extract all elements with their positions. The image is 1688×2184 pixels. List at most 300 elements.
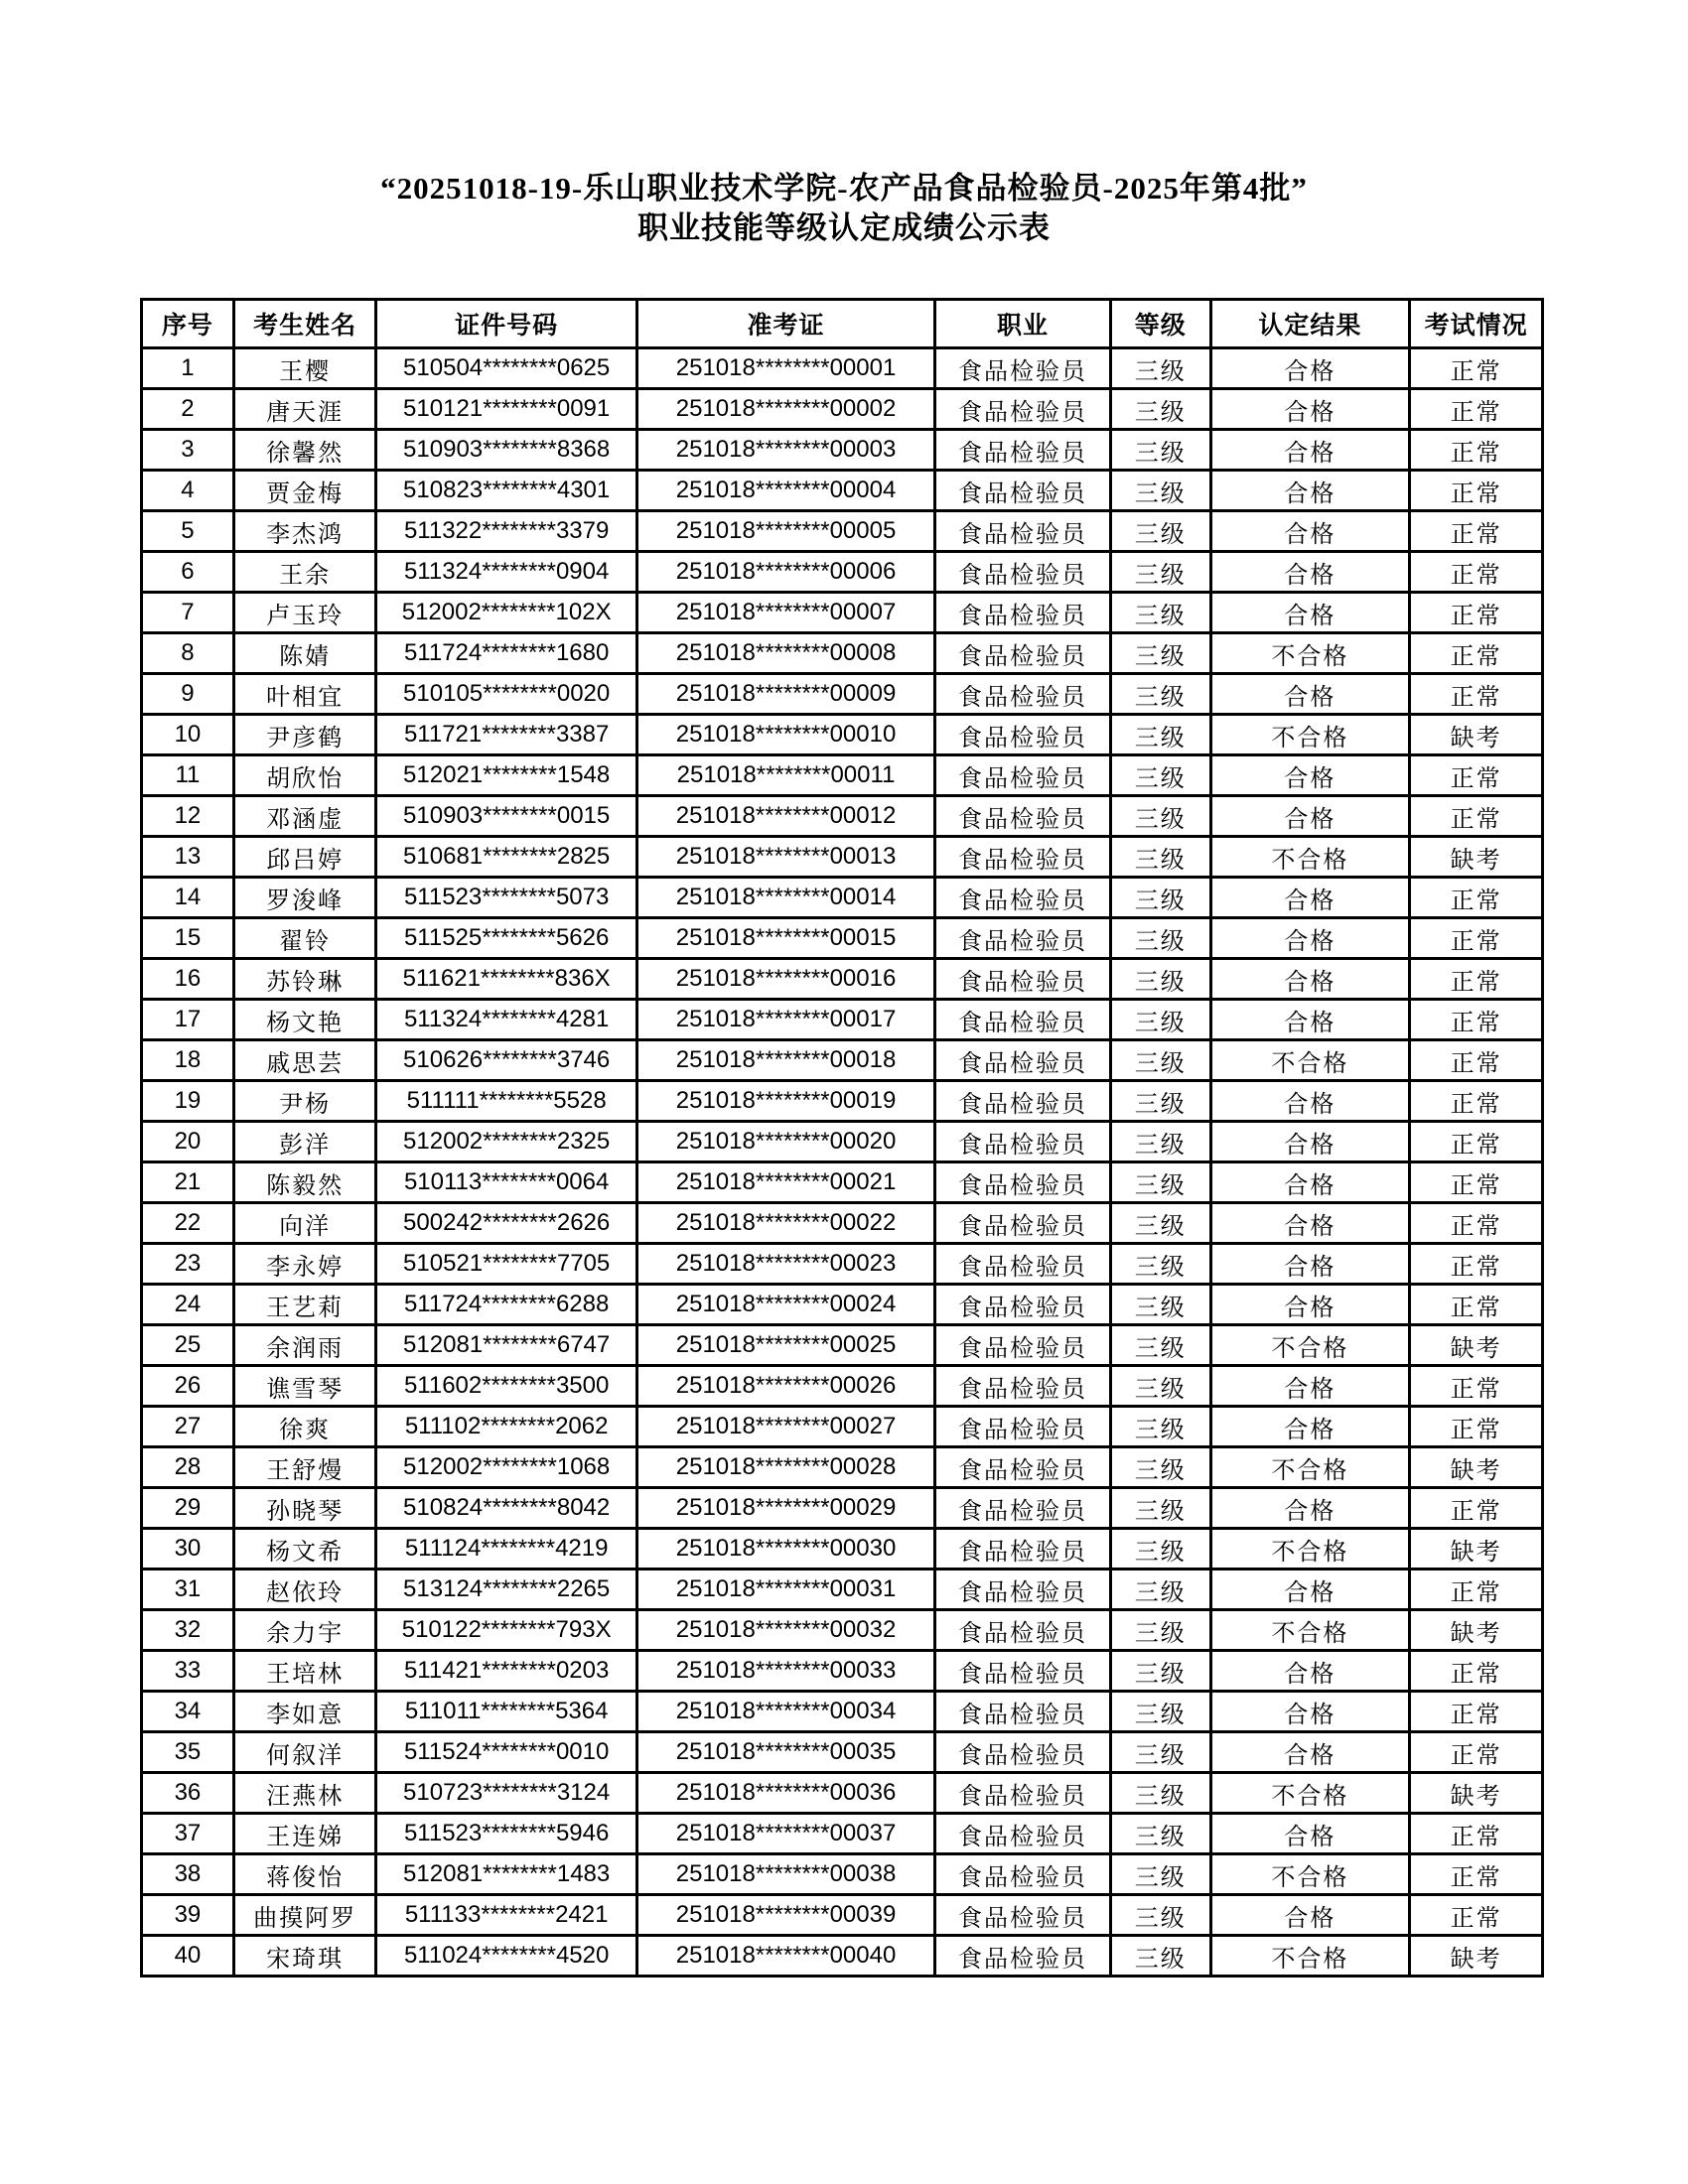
cell-status: 正常 bbox=[1410, 1570, 1543, 1610]
cell-level: 三级 bbox=[1110, 593, 1210, 633]
cell-result: 不合格 bbox=[1210, 1040, 1410, 1081]
cell-job: 食品检验员 bbox=[935, 1081, 1111, 1122]
cell-status: 正常 bbox=[1410, 755, 1543, 796]
table-row bbox=[142, 430, 1543, 471]
cell-result: 不合格 bbox=[1210, 1773, 1410, 1814]
cell-status: 正常 bbox=[1410, 633, 1543, 674]
cell-id: 511011********5364 bbox=[376, 1692, 636, 1732]
cell-level: 三级 bbox=[1110, 1162, 1210, 1203]
cell-result: 合格 bbox=[1210, 796, 1410, 837]
cell-job: 食品检验员 bbox=[935, 1407, 1111, 1447]
cell-job: 食品检验员 bbox=[935, 837, 1111, 878]
cell-ticket: 251018********00032 bbox=[636, 1610, 934, 1651]
cell-no: 25 bbox=[142, 1325, 234, 1366]
cell-name: 徐爽 bbox=[233, 1407, 376, 1447]
cell-id: 511322********3379 bbox=[376, 511, 636, 552]
document-title-line2: 职业技能等级认定成绩公示表 bbox=[637, 210, 1051, 245]
cell-ticket: 251018********00009 bbox=[636, 674, 934, 715]
cell-job: 食品检验员 bbox=[935, 1162, 1111, 1203]
cell-status: 正常 bbox=[1410, 348, 1543, 389]
cell-ticket: 251018********00019 bbox=[636, 1081, 934, 1122]
cell-name: 陈毅然 bbox=[233, 1162, 376, 1203]
cell-result: 不合格 bbox=[1210, 633, 1410, 674]
cell-level: 三级 bbox=[1110, 430, 1210, 471]
table-row bbox=[142, 1488, 1543, 1529]
cell-result: 合格 bbox=[1210, 1651, 1410, 1692]
table-row bbox=[142, 1854, 1543, 1895]
cell-name: 李杰鸿 bbox=[233, 511, 376, 552]
cell-ticket: 251018********00036 bbox=[636, 1773, 934, 1814]
cell-id: 511525********5626 bbox=[376, 918, 636, 959]
cell-level: 三级 bbox=[1110, 837, 1210, 878]
cell-job: 食品检验员 bbox=[935, 389, 1111, 430]
cell-ticket: 251018********00018 bbox=[636, 1040, 934, 1081]
cell-job: 食品检验员 bbox=[935, 1285, 1111, 1325]
cell-ticket: 251018********00005 bbox=[636, 511, 934, 552]
cell-no: 32 bbox=[142, 1610, 234, 1651]
table-row bbox=[142, 1529, 1543, 1570]
cell-no: 7 bbox=[142, 593, 234, 633]
cell-level: 三级 bbox=[1110, 1285, 1210, 1325]
table-row bbox=[142, 1610, 1543, 1651]
cell-result: 合格 bbox=[1210, 1203, 1410, 1244]
cell-ticket: 251018********00020 bbox=[636, 1122, 934, 1162]
cell-level: 三级 bbox=[1110, 959, 1210, 1000]
table-row bbox=[142, 1325, 1543, 1366]
cell-no: 5 bbox=[142, 511, 234, 552]
cell-job: 食品检验员 bbox=[935, 1488, 1111, 1529]
cell-result: 合格 bbox=[1210, 674, 1410, 715]
cell-status: 正常 bbox=[1410, 918, 1543, 959]
cell-name: 赵依玲 bbox=[233, 1570, 376, 1610]
cell-id: 510521********7705 bbox=[376, 1244, 636, 1285]
cell-job: 食品检验员 bbox=[935, 1366, 1111, 1407]
cell-ticket: 251018********00028 bbox=[636, 1447, 934, 1488]
header-certification-result: 认定结果 bbox=[1210, 300, 1410, 348]
table-row bbox=[142, 1040, 1543, 1081]
cell-id: 510823********4301 bbox=[376, 471, 636, 511]
cell-level: 三级 bbox=[1110, 1325, 1210, 1366]
cell-id: 510122********793X bbox=[376, 1610, 636, 1651]
table-row bbox=[142, 1244, 1543, 1285]
cell-name: 王艺莉 bbox=[233, 1285, 376, 1325]
cell-result: 合格 bbox=[1210, 755, 1410, 796]
cell-level: 三级 bbox=[1110, 1854, 1210, 1895]
cell-result: 合格 bbox=[1210, 1122, 1410, 1162]
header-occupation: 职业 bbox=[935, 300, 1111, 348]
cell-id: 511324********0904 bbox=[376, 552, 636, 593]
cell-level: 三级 bbox=[1110, 1122, 1210, 1162]
table-row bbox=[142, 796, 1543, 837]
cell-name: 宋琦琪 bbox=[233, 1936, 376, 1977]
cell-no: 16 bbox=[142, 959, 234, 1000]
cell-level: 三级 bbox=[1110, 918, 1210, 959]
table-body bbox=[142, 348, 1543, 1977]
cell-ticket: 251018********00016 bbox=[636, 959, 934, 1000]
cell-id: 513124********2265 bbox=[376, 1570, 636, 1610]
table-row bbox=[142, 348, 1543, 389]
cell-name: 卢玉玲 bbox=[233, 593, 376, 633]
cell-status: 正常 bbox=[1410, 1651, 1543, 1692]
cell-result: 合格 bbox=[1210, 1000, 1410, 1040]
cell-status: 正常 bbox=[1410, 1366, 1543, 1407]
cell-name: 蒋俊怡 bbox=[233, 1854, 376, 1895]
table-row bbox=[142, 389, 1543, 430]
cell-ticket: 251018********00012 bbox=[636, 796, 934, 837]
cell-level: 三级 bbox=[1110, 878, 1210, 918]
cell-name: 王余 bbox=[233, 552, 376, 593]
cell-name: 苏铃琳 bbox=[233, 959, 376, 1000]
cell-ticket: 251018********00027 bbox=[636, 1407, 934, 1447]
header-id-number: 证件号码 bbox=[376, 300, 636, 348]
cell-no: 13 bbox=[142, 837, 234, 878]
cell-status: 缺考 bbox=[1410, 1447, 1543, 1488]
cell-level: 三级 bbox=[1110, 1732, 1210, 1773]
cell-level: 三级 bbox=[1110, 715, 1210, 755]
cell-status: 正常 bbox=[1410, 796, 1543, 837]
cell-no: 40 bbox=[142, 1936, 234, 1977]
cell-name: 王培林 bbox=[233, 1651, 376, 1692]
cell-level: 三级 bbox=[1110, 1081, 1210, 1122]
table-row bbox=[142, 1000, 1543, 1040]
cell-name: 罗浚峰 bbox=[233, 878, 376, 918]
cell-status: 正常 bbox=[1410, 674, 1543, 715]
cell-level: 三级 bbox=[1110, 1000, 1210, 1040]
cell-result: 不合格 bbox=[1210, 837, 1410, 878]
cell-job: 食品检验员 bbox=[935, 1570, 1111, 1610]
cell-ticket: 251018********00001 bbox=[636, 348, 934, 389]
cell-job: 食品检验员 bbox=[935, 1122, 1111, 1162]
cell-id: 510626********3746 bbox=[376, 1040, 636, 1081]
cell-status: 缺考 bbox=[1410, 1325, 1543, 1366]
cell-status: 正常 bbox=[1410, 511, 1543, 552]
cell-status: 正常 bbox=[1410, 389, 1543, 430]
cell-no: 39 bbox=[142, 1895, 234, 1936]
cell-id: 511724********6288 bbox=[376, 1285, 636, 1325]
table-row bbox=[142, 1936, 1543, 1977]
cell-no: 11 bbox=[142, 755, 234, 796]
table-row bbox=[142, 511, 1543, 552]
cell-job: 食品检验员 bbox=[935, 1854, 1111, 1895]
cell-result: 合格 bbox=[1210, 1895, 1410, 1936]
cell-result: 合格 bbox=[1210, 1081, 1410, 1122]
cell-status: 缺考 bbox=[1410, 715, 1543, 755]
cell-result: 合格 bbox=[1210, 348, 1410, 389]
cell-ticket: 251018********00007 bbox=[636, 593, 934, 633]
cell-no: 12 bbox=[142, 796, 234, 837]
cell-level: 三级 bbox=[1110, 633, 1210, 674]
cell-no: 29 bbox=[142, 1488, 234, 1529]
cell-no: 19 bbox=[142, 1081, 234, 1122]
cell-level: 三级 bbox=[1110, 1814, 1210, 1854]
table-row bbox=[142, 918, 1543, 959]
cell-ticket: 251018********00002 bbox=[636, 389, 934, 430]
cell-id: 512002********2325 bbox=[376, 1122, 636, 1162]
table-row bbox=[142, 552, 1543, 593]
cell-result: 合格 bbox=[1210, 430, 1410, 471]
table-row bbox=[142, 837, 1543, 878]
cell-status: 正常 bbox=[1410, 1407, 1543, 1447]
cell-level: 三级 bbox=[1110, 1773, 1210, 1814]
cell-name: 谯雪琴 bbox=[233, 1366, 376, 1407]
cell-ticket: 251018********00037 bbox=[636, 1814, 934, 1854]
cell-result: 合格 bbox=[1210, 1692, 1410, 1732]
cell-result: 不合格 bbox=[1210, 715, 1410, 755]
cell-level: 三级 bbox=[1110, 755, 1210, 796]
table-row bbox=[142, 1081, 1543, 1122]
cell-no: 17 bbox=[142, 1000, 234, 1040]
cell-level: 三级 bbox=[1110, 1244, 1210, 1285]
cell-id: 512081********1483 bbox=[376, 1854, 636, 1895]
cell-name: 王樱 bbox=[233, 348, 376, 389]
cell-ticket: 251018********00021 bbox=[636, 1162, 934, 1203]
cell-ticket: 251018********00026 bbox=[636, 1366, 934, 1407]
cell-name: 唐天涯 bbox=[233, 389, 376, 430]
cell-no: 20 bbox=[142, 1122, 234, 1162]
cell-no: 6 bbox=[142, 552, 234, 593]
cell-result: 合格 bbox=[1210, 552, 1410, 593]
table-row bbox=[142, 878, 1543, 918]
cell-job: 食品检验员 bbox=[935, 1692, 1111, 1732]
cell-id: 511133********2421 bbox=[376, 1895, 636, 1936]
cell-id: 510903********8368 bbox=[376, 430, 636, 471]
cell-result: 合格 bbox=[1210, 1244, 1410, 1285]
cell-id: 511523********5946 bbox=[376, 1814, 636, 1854]
header-level: 等级 bbox=[1110, 300, 1210, 348]
cell-no: 22 bbox=[142, 1203, 234, 1244]
table-row bbox=[142, 715, 1543, 755]
cell-job: 食品检验员 bbox=[935, 471, 1111, 511]
cell-id: 510824********8042 bbox=[376, 1488, 636, 1529]
cell-id: 511602********3500 bbox=[376, 1366, 636, 1407]
cell-id: 511721********3387 bbox=[376, 715, 636, 755]
cell-job: 食品检验员 bbox=[935, 715, 1111, 755]
cell-name: 余润雨 bbox=[233, 1325, 376, 1366]
cell-level: 三级 bbox=[1110, 1366, 1210, 1407]
cell-ticket: 251018********00025 bbox=[636, 1325, 934, 1366]
header-exam-status: 考试情况 bbox=[1410, 300, 1543, 348]
table-row bbox=[142, 1203, 1543, 1244]
cell-ticket: 251018********00004 bbox=[636, 471, 934, 511]
cell-id: 510121********0091 bbox=[376, 389, 636, 430]
cell-no: 33 bbox=[142, 1651, 234, 1692]
cell-name: 尹杨 bbox=[233, 1081, 376, 1122]
cell-job: 食品检验员 bbox=[935, 1447, 1111, 1488]
cell-name: 叶相宜 bbox=[233, 674, 376, 715]
cell-result: 合格 bbox=[1210, 1162, 1410, 1203]
cell-status: 正常 bbox=[1410, 1285, 1543, 1325]
cell-job: 食品检验员 bbox=[935, 511, 1111, 552]
table-row bbox=[142, 1447, 1543, 1488]
cell-job: 食品检验员 bbox=[935, 674, 1111, 715]
cell-name: 徐馨然 bbox=[233, 430, 376, 471]
cell-job: 食品检验员 bbox=[935, 1814, 1111, 1854]
table-row bbox=[142, 1285, 1543, 1325]
header-candidate-name: 考生姓名 bbox=[233, 300, 376, 348]
cell-result: 合格 bbox=[1210, 878, 1410, 918]
cell-result: 不合格 bbox=[1210, 1325, 1410, 1366]
cell-id: 511524********0010 bbox=[376, 1732, 636, 1773]
cell-ticket: 251018********00015 bbox=[636, 918, 934, 959]
cell-name: 戚思芸 bbox=[233, 1040, 376, 1081]
cell-name: 向洋 bbox=[233, 1203, 376, 1244]
cell-name: 杨文艳 bbox=[233, 1000, 376, 1040]
cell-ticket: 251018********00038 bbox=[636, 1854, 934, 1895]
cell-no: 36 bbox=[142, 1773, 234, 1814]
cell-id: 512081********6747 bbox=[376, 1325, 636, 1366]
cell-no: 4 bbox=[142, 471, 234, 511]
table-row bbox=[142, 674, 1543, 715]
cell-no: 38 bbox=[142, 1854, 234, 1895]
cell-id: 511421********0203 bbox=[376, 1651, 636, 1692]
cell-job: 食品检验员 bbox=[935, 1773, 1111, 1814]
cell-no: 26 bbox=[142, 1366, 234, 1407]
cell-status: 正常 bbox=[1410, 1854, 1543, 1895]
cell-result: 合格 bbox=[1210, 1285, 1410, 1325]
cell-status: 正常 bbox=[1410, 1122, 1543, 1162]
cell-status: 正常 bbox=[1410, 1081, 1543, 1122]
cell-no: 21 bbox=[142, 1162, 234, 1203]
cell-id: 511621********836X bbox=[376, 959, 636, 1000]
cell-result: 不合格 bbox=[1210, 1610, 1410, 1651]
cell-result: 不合格 bbox=[1210, 1447, 1410, 1488]
table-header-row bbox=[142, 300, 1543, 348]
cell-status: 正常 bbox=[1410, 552, 1543, 593]
cell-ticket: 251018********00022 bbox=[636, 1203, 934, 1244]
cell-job: 食品检验员 bbox=[935, 430, 1111, 471]
cell-no: 31 bbox=[142, 1570, 234, 1610]
cell-job: 食品检验员 bbox=[935, 1203, 1111, 1244]
cell-name: 杨文希 bbox=[233, 1529, 376, 1570]
cell-result: 合格 bbox=[1210, 471, 1410, 511]
cell-job: 食品检验员 bbox=[935, 1244, 1111, 1285]
cell-id: 511724********1680 bbox=[376, 633, 636, 674]
cell-no: 2 bbox=[142, 389, 234, 430]
cell-id: 510903********0015 bbox=[376, 796, 636, 837]
table-row bbox=[142, 1122, 1543, 1162]
cell-result: 合格 bbox=[1210, 389, 1410, 430]
cell-id: 511523********5073 bbox=[376, 878, 636, 918]
cell-name: 彭洋 bbox=[233, 1122, 376, 1162]
table-row bbox=[142, 1773, 1543, 1814]
cell-name: 李如意 bbox=[233, 1692, 376, 1732]
cell-no: 37 bbox=[142, 1814, 234, 1854]
cell-status: 正常 bbox=[1410, 1895, 1543, 1936]
cell-status: 正常 bbox=[1410, 1814, 1543, 1854]
cell-id: 511324********4281 bbox=[376, 1000, 636, 1040]
table-row bbox=[142, 1366, 1543, 1407]
cell-ticket: 251018********00008 bbox=[636, 633, 934, 674]
cell-status: 正常 bbox=[1410, 1000, 1543, 1040]
cell-id: 500242********2626 bbox=[376, 1203, 636, 1244]
cell-level: 三级 bbox=[1110, 511, 1210, 552]
cell-ticket: 251018********00034 bbox=[636, 1692, 934, 1732]
cell-no: 9 bbox=[142, 674, 234, 715]
cell-job: 食品检验员 bbox=[935, 796, 1111, 837]
cell-name: 汪燕林 bbox=[233, 1773, 376, 1814]
cell-status: 正常 bbox=[1410, 1244, 1543, 1285]
cell-name: 何叙洋 bbox=[233, 1732, 376, 1773]
cell-result: 不合格 bbox=[1210, 1529, 1410, 1570]
cell-level: 三级 bbox=[1110, 471, 1210, 511]
cell-no: 18 bbox=[142, 1040, 234, 1081]
cell-name: 邓涵虚 bbox=[233, 796, 376, 837]
table-row bbox=[142, 1570, 1543, 1610]
cell-ticket: 251018********00040 bbox=[636, 1936, 934, 1977]
table-row bbox=[142, 1162, 1543, 1203]
cell-level: 三级 bbox=[1110, 1529, 1210, 1570]
header-admission-ticket: 准考证 bbox=[636, 300, 934, 348]
cell-level: 三级 bbox=[1110, 1610, 1210, 1651]
cell-id: 511124********4219 bbox=[376, 1529, 636, 1570]
table-row bbox=[142, 755, 1543, 796]
cell-result: 合格 bbox=[1210, 959, 1410, 1000]
table-row bbox=[142, 1814, 1543, 1854]
cell-no: 27 bbox=[142, 1407, 234, 1447]
cell-result: 合格 bbox=[1210, 918, 1410, 959]
cell-name: 余力宇 bbox=[233, 1610, 376, 1651]
cell-job: 食品检验员 bbox=[935, 959, 1111, 1000]
cell-no: 30 bbox=[142, 1529, 234, 1570]
cell-result: 合格 bbox=[1210, 1407, 1410, 1447]
cell-name: 王连娣 bbox=[233, 1814, 376, 1854]
cell-level: 三级 bbox=[1110, 552, 1210, 593]
cell-status: 缺考 bbox=[1410, 837, 1543, 878]
cell-level: 三级 bbox=[1110, 1692, 1210, 1732]
cell-no: 24 bbox=[142, 1285, 234, 1325]
cell-ticket: 251018********00003 bbox=[636, 430, 934, 471]
cell-ticket: 251018********00014 bbox=[636, 878, 934, 918]
cell-ticket: 251018********00011 bbox=[636, 755, 934, 796]
cell-name: 孙晓琴 bbox=[233, 1488, 376, 1529]
cell-no: 35 bbox=[142, 1732, 234, 1773]
table-row bbox=[142, 471, 1543, 511]
table-row bbox=[142, 593, 1543, 633]
cell-no: 10 bbox=[142, 715, 234, 755]
cell-status: 缺考 bbox=[1410, 1529, 1543, 1570]
cell-name: 胡欣怡 bbox=[233, 755, 376, 796]
cell-result: 不合格 bbox=[1210, 1936, 1410, 1977]
cell-status: 正常 bbox=[1410, 1203, 1543, 1244]
cell-job: 食品检验员 bbox=[935, 1895, 1111, 1936]
cell-ticket: 251018********00031 bbox=[636, 1570, 934, 1610]
cell-result: 合格 bbox=[1210, 1732, 1410, 1773]
cell-result: 合格 bbox=[1210, 511, 1410, 552]
cell-result: 合格 bbox=[1210, 1570, 1410, 1610]
cell-status: 正常 bbox=[1410, 1732, 1543, 1773]
cell-status: 正常 bbox=[1410, 471, 1543, 511]
cell-name: 曲摸阿罗 bbox=[233, 1895, 376, 1936]
results-table bbox=[140, 298, 1544, 1978]
cell-status: 正常 bbox=[1410, 593, 1543, 633]
cell-job: 食品检验员 bbox=[935, 918, 1111, 959]
cell-no: 15 bbox=[142, 918, 234, 959]
header-index: 序号 bbox=[142, 300, 234, 348]
cell-level: 三级 bbox=[1110, 1407, 1210, 1447]
cell-job: 食品检验员 bbox=[935, 348, 1111, 389]
cell-level: 三级 bbox=[1110, 1203, 1210, 1244]
cell-status: 正常 bbox=[1410, 1040, 1543, 1081]
cell-job: 食品检验员 bbox=[935, 1040, 1111, 1081]
cell-ticket: 251018********00006 bbox=[636, 552, 934, 593]
cell-result: 合格 bbox=[1210, 1814, 1410, 1854]
table-row bbox=[142, 1692, 1543, 1732]
cell-level: 三级 bbox=[1110, 1488, 1210, 1529]
cell-job: 食品检验员 bbox=[935, 1651, 1111, 1692]
cell-result: 合格 bbox=[1210, 1488, 1410, 1529]
cell-id: 512002********102X bbox=[376, 593, 636, 633]
cell-result: 不合格 bbox=[1210, 1854, 1410, 1895]
